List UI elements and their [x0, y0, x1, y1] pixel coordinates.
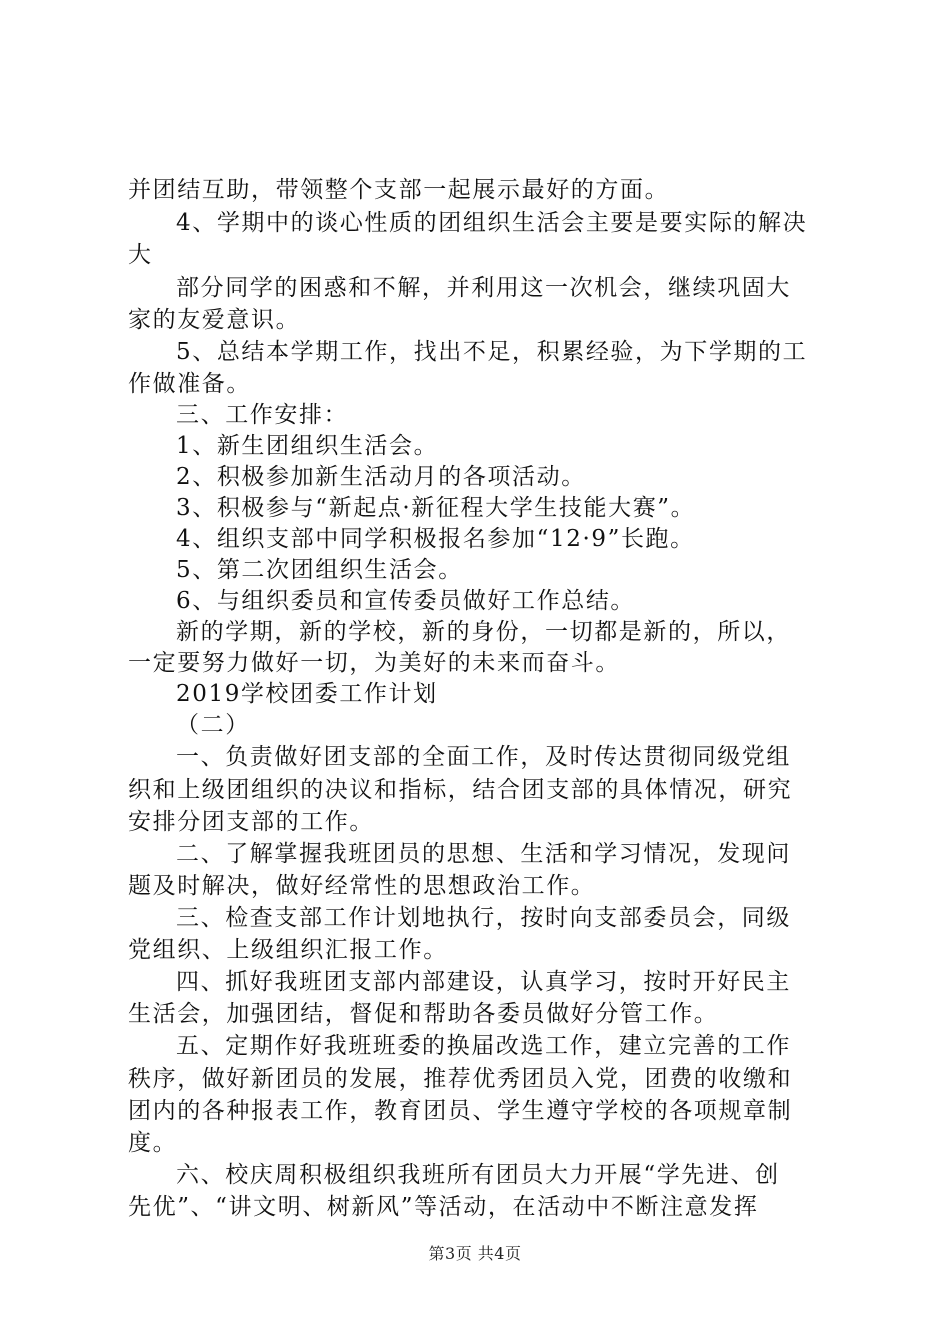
text-line: 2019学校团委工作计划 [176, 681, 438, 707]
text-line: 六、校庆周积极组织我班所有团员大力开展“学先进、创 [176, 1162, 780, 1188]
text-line: 2、积极参加新生活动月的各项活动。 [176, 464, 586, 490]
text-line: 一定要努力做好一切，为美好的未来而奋斗。 [128, 650, 620, 676]
text-line: 作做准备。 [128, 371, 251, 397]
text-line: （二） [176, 712, 250, 738]
text-line: 6、与组织委员和宣传委员做好工作总结。 [176, 588, 636, 614]
text-line: 5、第二次团组织生活会。 [176, 557, 463, 583]
text-line: 4、学期中的谈心性质的团组织生活会主要是要实际的解决 [176, 210, 808, 236]
text-line: 5、总结本学期工作，找出不足，积累经验，为下学期的工 [176, 339, 808, 365]
text-line: 织和上级团组织的决议和指标，结合团支部的具体情况，研究 [128, 777, 793, 803]
text-line: 秩序，做好新团员的发展，推荐优秀团员入党，团费的收缴和 [128, 1066, 793, 1092]
text-line: 新的学期，新的学校，新的身份，一切都是新的，所以， [176, 619, 791, 645]
text-line: 并团结互助，带领整个支部一起展示最好的方面。 [128, 177, 670, 203]
text-line: 题及时解决，做好经常性的思想政治工作。 [128, 873, 596, 899]
text-line: 先优”、“讲文明、树新风”等活动，在活动中不断注意发挥 [128, 1194, 759, 1220]
text-line: 1、新生团组织生活会。 [176, 433, 439, 459]
page-number-footer: 第3页 共4页 [428, 1244, 522, 1263]
text-line: 生活会，加强团结，督促和帮助各委员做好分管工作。 [128, 1001, 719, 1027]
text-line: 部分同学的困惑和不解，并利用这一次机会，继续巩固大 [176, 275, 791, 301]
text-line: 4、组织支部中同学积极报名参加“12·9”长跑。 [176, 526, 695, 552]
text-line: 四、抓好我班团支部内部建设，认真学习，按时开好民主 [176, 969, 791, 995]
text-line: 三、工作安排： [176, 402, 349, 428]
text-line: 家的友爱意识。 [128, 307, 301, 333]
text-line: 度。 [128, 1130, 178, 1156]
text-line: 一、负责做好团支部的全面工作，及时传达贯彻同级党组 [176, 744, 791, 770]
text-line: 安排分团支部的工作。 [128, 809, 374, 835]
text-line: 3、积极参与“新起点·新征程大学生技能大赛”。 [176, 495, 696, 521]
text-line: 二、了解掌握我班团员的思想、生活和学习情况，发现问 [176, 841, 791, 867]
text-line: 党组织、上级组织汇报工作。 [128, 937, 448, 963]
text-line: 三、检查支部工作计划地执行，按时向支部委员会，同级 [176, 905, 791, 931]
text-line: 团内的各种报表工作，教育团员、学生遵守学校的各项规章制 [128, 1098, 793, 1124]
text-line: 大 [128, 242, 153, 268]
text-line: 五、定期作好我班班委的换届改选工作，建立完善的工作 [176, 1033, 791, 1059]
